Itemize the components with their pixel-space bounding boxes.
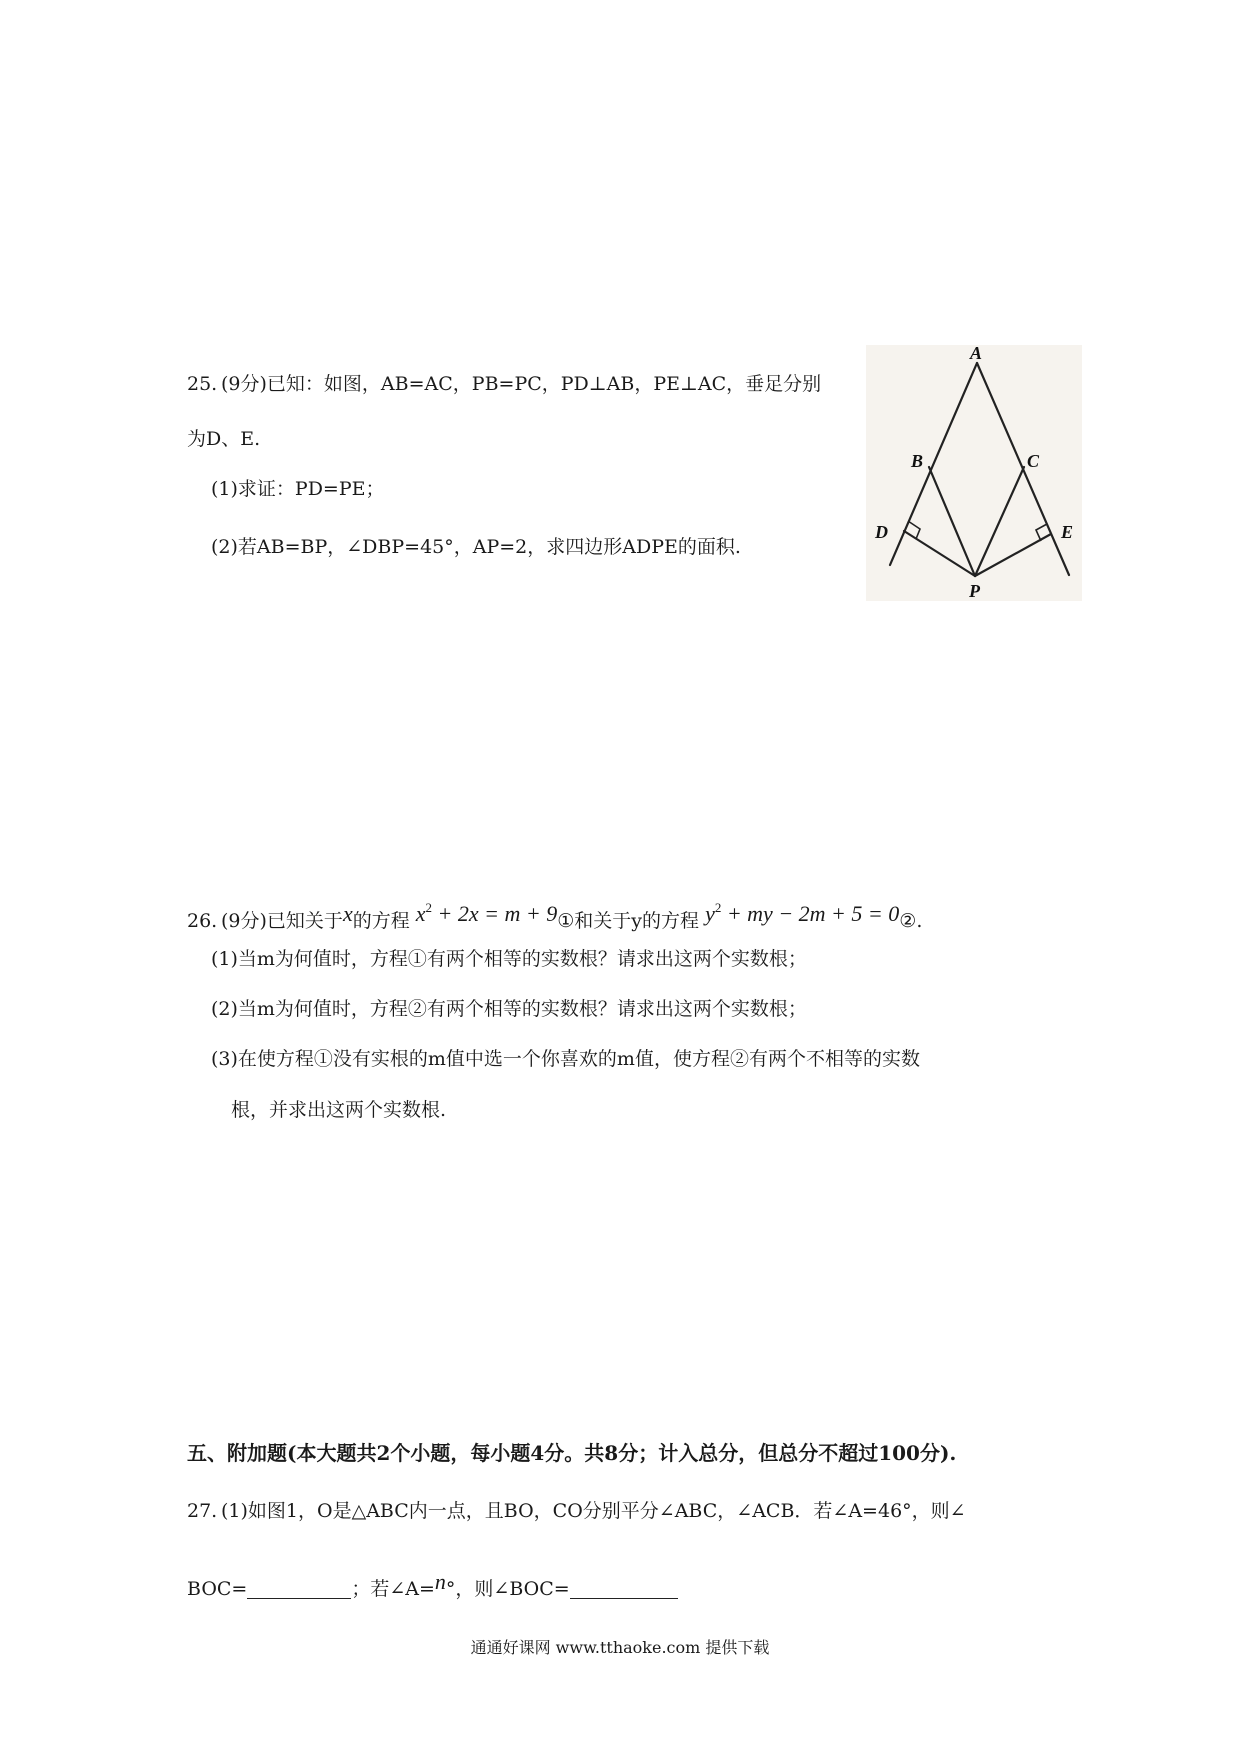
- q27-line2: [187, 1569, 678, 1602]
- label-C: C: [1027, 451, 1040, 471]
- segment-E-P: [975, 534, 1051, 576]
- label-E: E: [1061, 522, 1074, 542]
- q26-stem-end: .: [916, 910, 923, 932]
- q27-var-n: n: [434, 1569, 446, 1594]
- q26-mark-1: ①: [557, 910, 575, 932]
- q27-then-label: °，则∠BOC=: [445, 1578, 570, 1600]
- q25-part2: (2)若AB=BP，∠DBP=45°，AP=2，求四边形ADPE的面积.: [211, 536, 741, 558]
- line-A-D-extended: [890, 363, 977, 565]
- q26-stem-c: 和关于y的方程: [574, 910, 700, 932]
- q26-stem-b: 的方程: [352, 910, 410, 932]
- q26-stem-a: 26. (9分)已知关于: [187, 910, 343, 932]
- section5-heading: 五、附加题(本大题共2个小题，每小题4分。共8分；计入总分，但总分不超过100分).: [187, 1441, 957, 1465]
- q27-answer-blank-2[interactable]: [570, 1578, 678, 1599]
- q26-part3-line2: 根，并求出这两个实数根.: [231, 1099, 447, 1121]
- q27-boc-label: BOC=: [187, 1578, 248, 1600]
- q26-part1: (1)当m为何值时，方程①有两个相等的实数根？请求出这两个实数根；: [211, 948, 807, 970]
- q26-equation-2: $y^2$ + my − 2m + 5 = 0: [705, 900, 900, 926]
- label-D: D: [875, 522, 888, 542]
- label-A: A: [970, 345, 983, 363]
- q26-equation-1: $x^2 + 2x = m + 9$: [415, 900, 558, 926]
- label-B: B: [911, 451, 924, 471]
- page-footer: 通通好课网 www.tthaoke.com 提供下载: [470, 1638, 770, 1657]
- q27-answer-blank-1[interactable]: [247, 1578, 351, 1599]
- q26-stem: [187, 895, 922, 934]
- q25-stem-line2: 为D、E.: [187, 428, 261, 450]
- q25-figure: [866, 345, 1082, 601]
- q25-stem-line1: 25. (9分)已知：如图，AB=AC，PB=PC，PD⊥AB，PE⊥AC，垂足分别: [187, 373, 822, 395]
- q26-mark-2: ②: [899, 910, 917, 932]
- q27-if-label: ；若∠A=: [351, 1578, 435, 1600]
- q27-line1: 27. (1)如图1，O是△ABC内一点，且BO，CO分别平分∠ABC，∠ACB．若∠A=46°，则∠: [187, 1500, 966, 1522]
- q25-part1: (1)求证：PD=PE；: [211, 478, 385, 500]
- q26-part3-line1: (3)在使方程①没有实根的m值中选一个你喜欢的m值，使方程②有两个不相等的实数: [211, 1048, 920, 1070]
- segment-C-P: [975, 467, 1024, 576]
- segment-B-P: [929, 467, 975, 576]
- q26-part2: (2)当m为何值时，方程②有两个相等的实数根？请求出这两个实数根；: [211, 998, 807, 1020]
- q26-var-x: x: [342, 901, 353, 926]
- q25-geometry-diagram: [866, 345, 1082, 601]
- label-P: P: [969, 581, 980, 601]
